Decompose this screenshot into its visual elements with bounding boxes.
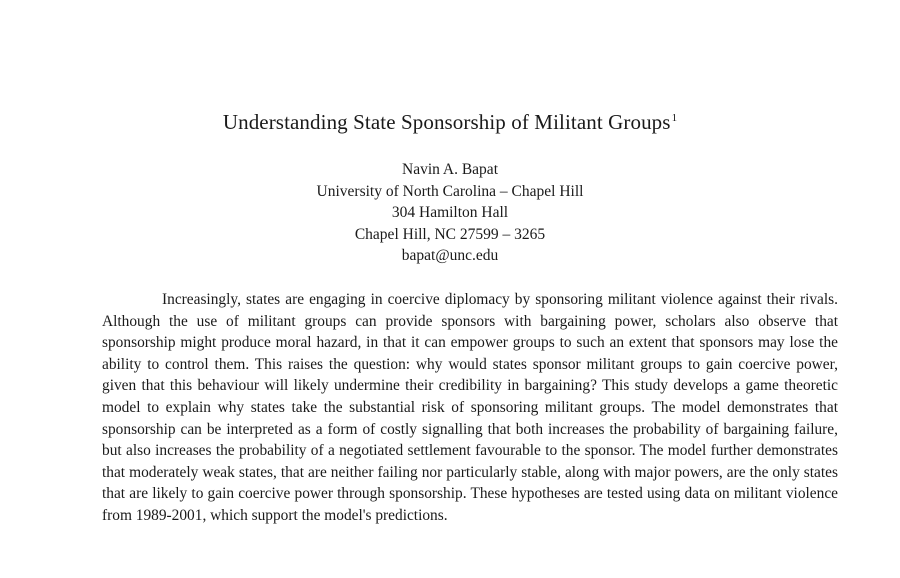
- author-block: [0, 159, 900, 267]
- author-address-line2: Chapel Hill, NC 27599 – 3265: [354, 225, 546, 243]
- author-email: bapat@unc.edu: [401, 247, 499, 264]
- author-name: Navin A. Bapat: [402, 161, 498, 178]
- author-address-line1: 304 Hamilton Hall: [391, 204, 509, 221]
- author-affiliation: University of North Carolina – Chapel Hill: [316, 182, 584, 200]
- abstract-paragraph: Increasingly, states are engaging in coercive diplomacy by sponsoring militant violence against their rivals. Although the use of militant groups can provide sponsors with bargaining power, scholars also observe that sponsorship might produce moral hazard, in that it can empower groups to such an extent that sponsors may lose the ability to control them. This raises the question: why would states sponsor militant groups to gain coercive power, given that this behaviour will likely undermine their credibility in bargaining? This study develops a game theoretic model to explain why states take the substantial risk of sponsoring militant groups. The model demonstrates that sponsorship can be interpreted as a form of costly signalling that both increases the probability of bargaining failure, but also increases the probability of a negotiated settlement favourable to the sponsor. The model further demonstrates that moderately weak states, that are neither failing nor particularly stable, along with major powers, are the only states that are likely to gain coercive power through sponsorship. These hypotheses are tested using data on militant violence from 1989-2001, which support the model's predictions.: [102, 291, 838, 524]
- title-footnote-marker: 1: [671, 112, 678, 124]
- paper-title-text: Understanding State Sponsorship of Militant Groups: [222, 110, 671, 134]
- paper-title: [0, 108, 900, 136]
